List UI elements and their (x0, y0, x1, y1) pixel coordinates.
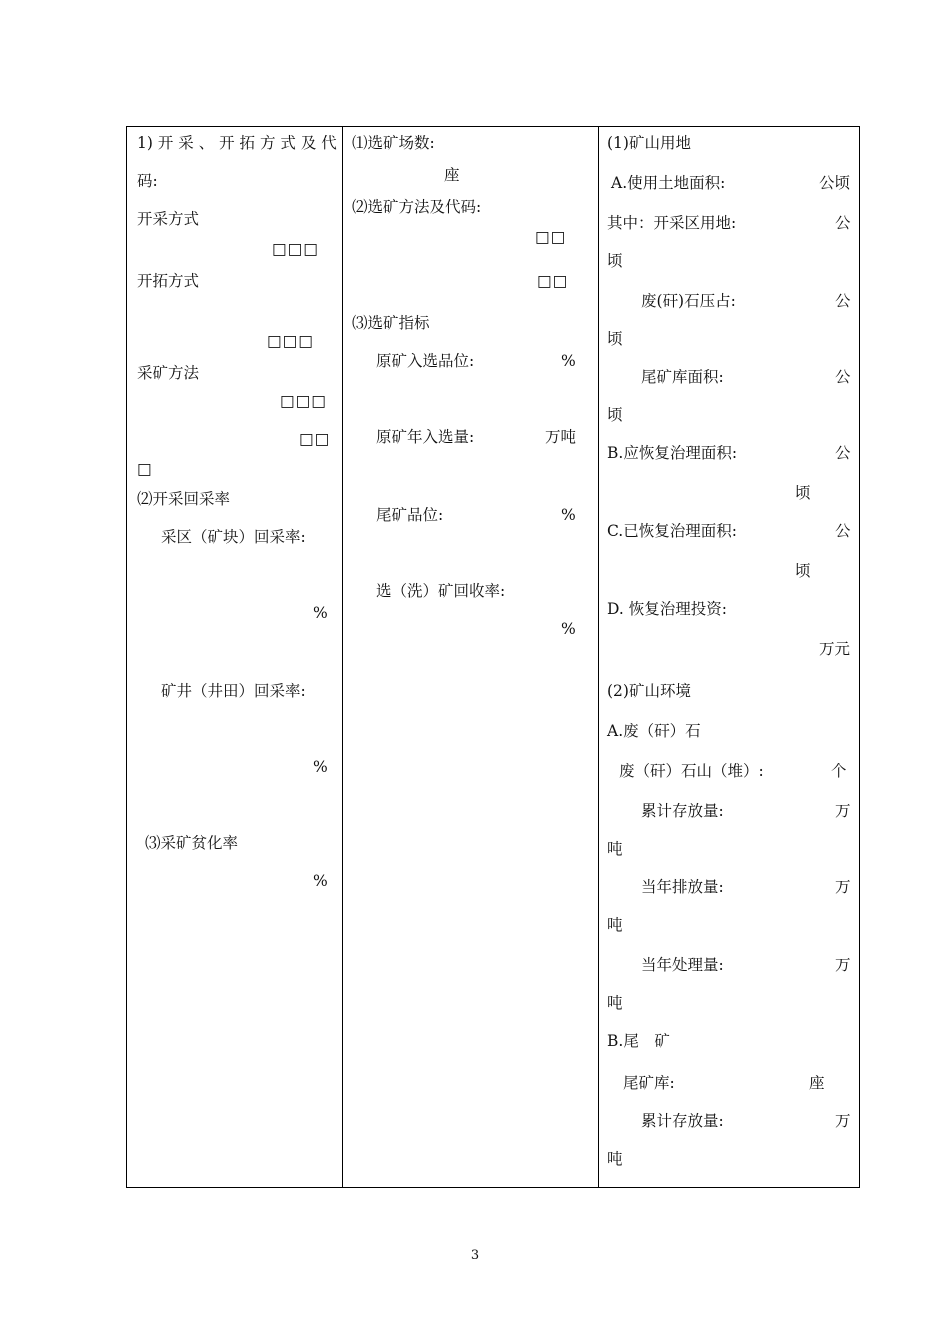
annual-discharge-unit: 万 (835, 878, 851, 896)
dilution-heading: ⑶采矿贫化率 (145, 834, 239, 852)
mining-methods-heading: 1) 开 采 、 开 拓 方 式 及 代 (137, 134, 337, 152)
area-recovery-label: 采区（矿块）回采率: (161, 528, 306, 546)
waste-cumulative-label: 累计存放量: (641, 802, 724, 820)
tailings-cumulative-label: 累计存放量: (641, 1112, 724, 1130)
waste-rock-land-unit-2: 顷 (607, 330, 623, 348)
plants-heading: ⑴选矿场数: (352, 134, 435, 152)
tailings-land-label: 尾矿库面积: (641, 368, 724, 386)
mining-mode-label: 开采方式 (137, 210, 200, 228)
restored-label: C.已恢复治理面积: (607, 522, 737, 540)
annual-treated-label: 当年处理量: (641, 956, 724, 974)
mining-method-label: 采矿方法 (137, 364, 200, 382)
waste-cumulative-unit-2: 吨 (607, 840, 623, 858)
mining-method-code-boxes: □□□ (280, 392, 327, 410)
shaft-recovery-label: 矿井（井田）回采率: (161, 682, 306, 700)
tailings-land-unit: 公 (835, 368, 851, 386)
waste-rock-heading: A.废（矸）石 (607, 722, 701, 740)
mining-info-table (126, 126, 860, 1188)
ore-grade-unit: % (561, 352, 576, 370)
tailings-land-unit-2: 顷 (607, 406, 623, 424)
plants-unit: 座 (444, 166, 460, 184)
land-heading: (1)矿山用地 (607, 134, 691, 152)
annual-ore-label: 原矿年入选量: (376, 428, 475, 446)
beneficiation-method-code-boxes: □□ (535, 228, 567, 246)
development-mode-code-boxes: □□□ (267, 332, 314, 350)
waste-rock-land-label: 废(矸)石压占: (641, 292, 736, 310)
mining-methods-heading-cont: 码: (137, 172, 158, 190)
land-area-unit: 公顷 (819, 174, 851, 192)
recovery-rate-unit: % (561, 620, 576, 638)
beneficiation-method-code-boxes-2: □□ (537, 272, 569, 290)
dilution-unit: % (313, 872, 328, 890)
mining-method-code-boxes-3: □ (137, 460, 153, 478)
page-number: 3 (470, 1248, 480, 1263)
tailings-ponds-label: 尾矿库: (623, 1074, 675, 1092)
ore-grade-label: 原矿入选品位: (376, 352, 475, 370)
waste-cumulative-unit: 万 (835, 802, 851, 820)
recovery-rate-label: 选（洗）矿回收率: (376, 582, 506, 600)
shaft-recovery-unit: % (313, 758, 328, 776)
tailings-grade-label: 尾矿品位: (376, 506, 444, 524)
to-restore-unit: 公 (835, 444, 851, 462)
investment-unit: 万元 (819, 640, 851, 658)
waste-rock-land-unit: 公 (835, 292, 851, 310)
restored-unit: 公 (835, 522, 851, 540)
beneficiation-index-heading: ⑶选矿指标 (352, 314, 430, 332)
land-area-label: A.使用土地面积: (611, 174, 726, 192)
waste-piles-unit: 个 (831, 762, 847, 780)
recovery-heading: ⑵开采回采率 (137, 490, 231, 508)
to-restore-unit-2: 顷 (795, 484, 811, 502)
investment-label: D. 恢复治理投资: (607, 600, 727, 618)
column-divider-1 (342, 127, 343, 1187)
to-restore-label: B.应恢复治理面积: (607, 444, 738, 462)
tailings-cumulative-unit-2: 吨 (607, 1150, 623, 1168)
restored-unit-2: 顷 (795, 562, 811, 580)
annual-treated-unit-2: 吨 (607, 994, 623, 1012)
mining-mode-code-boxes: □□□ (272, 240, 319, 258)
environment-heading: (2)矿山环境 (607, 682, 691, 700)
mining-method-code-boxes-2: □□ (299, 430, 331, 448)
beneficiation-method-heading: ⑵选矿方法及代码: (352, 198, 482, 216)
mining-land-unit-2: 顷 (607, 252, 623, 270)
column-divider-2 (598, 127, 599, 1187)
tailings-grade-unit: % (561, 506, 576, 524)
area-recovery-unit: % (313, 604, 328, 622)
annual-ore-unit: 万吨 (545, 428, 577, 446)
annual-treated-unit: 万 (835, 956, 851, 974)
mining-land-unit: 公 (835, 214, 851, 232)
tailings-ponds-unit: 座 (809, 1074, 825, 1092)
tailings-heading: B.尾 矿 (607, 1032, 670, 1050)
development-mode-label: 开拓方式 (137, 272, 200, 290)
annual-discharge-unit-2: 吨 (607, 916, 623, 934)
mining-land-label: 其中：开采区用地: (607, 214, 737, 232)
tailings-cumulative-unit: 万 (835, 1112, 851, 1130)
annual-discharge-label: 当年排放量: (641, 878, 724, 896)
waste-piles-label: 废（矸）石山（堆）: (619, 762, 764, 780)
